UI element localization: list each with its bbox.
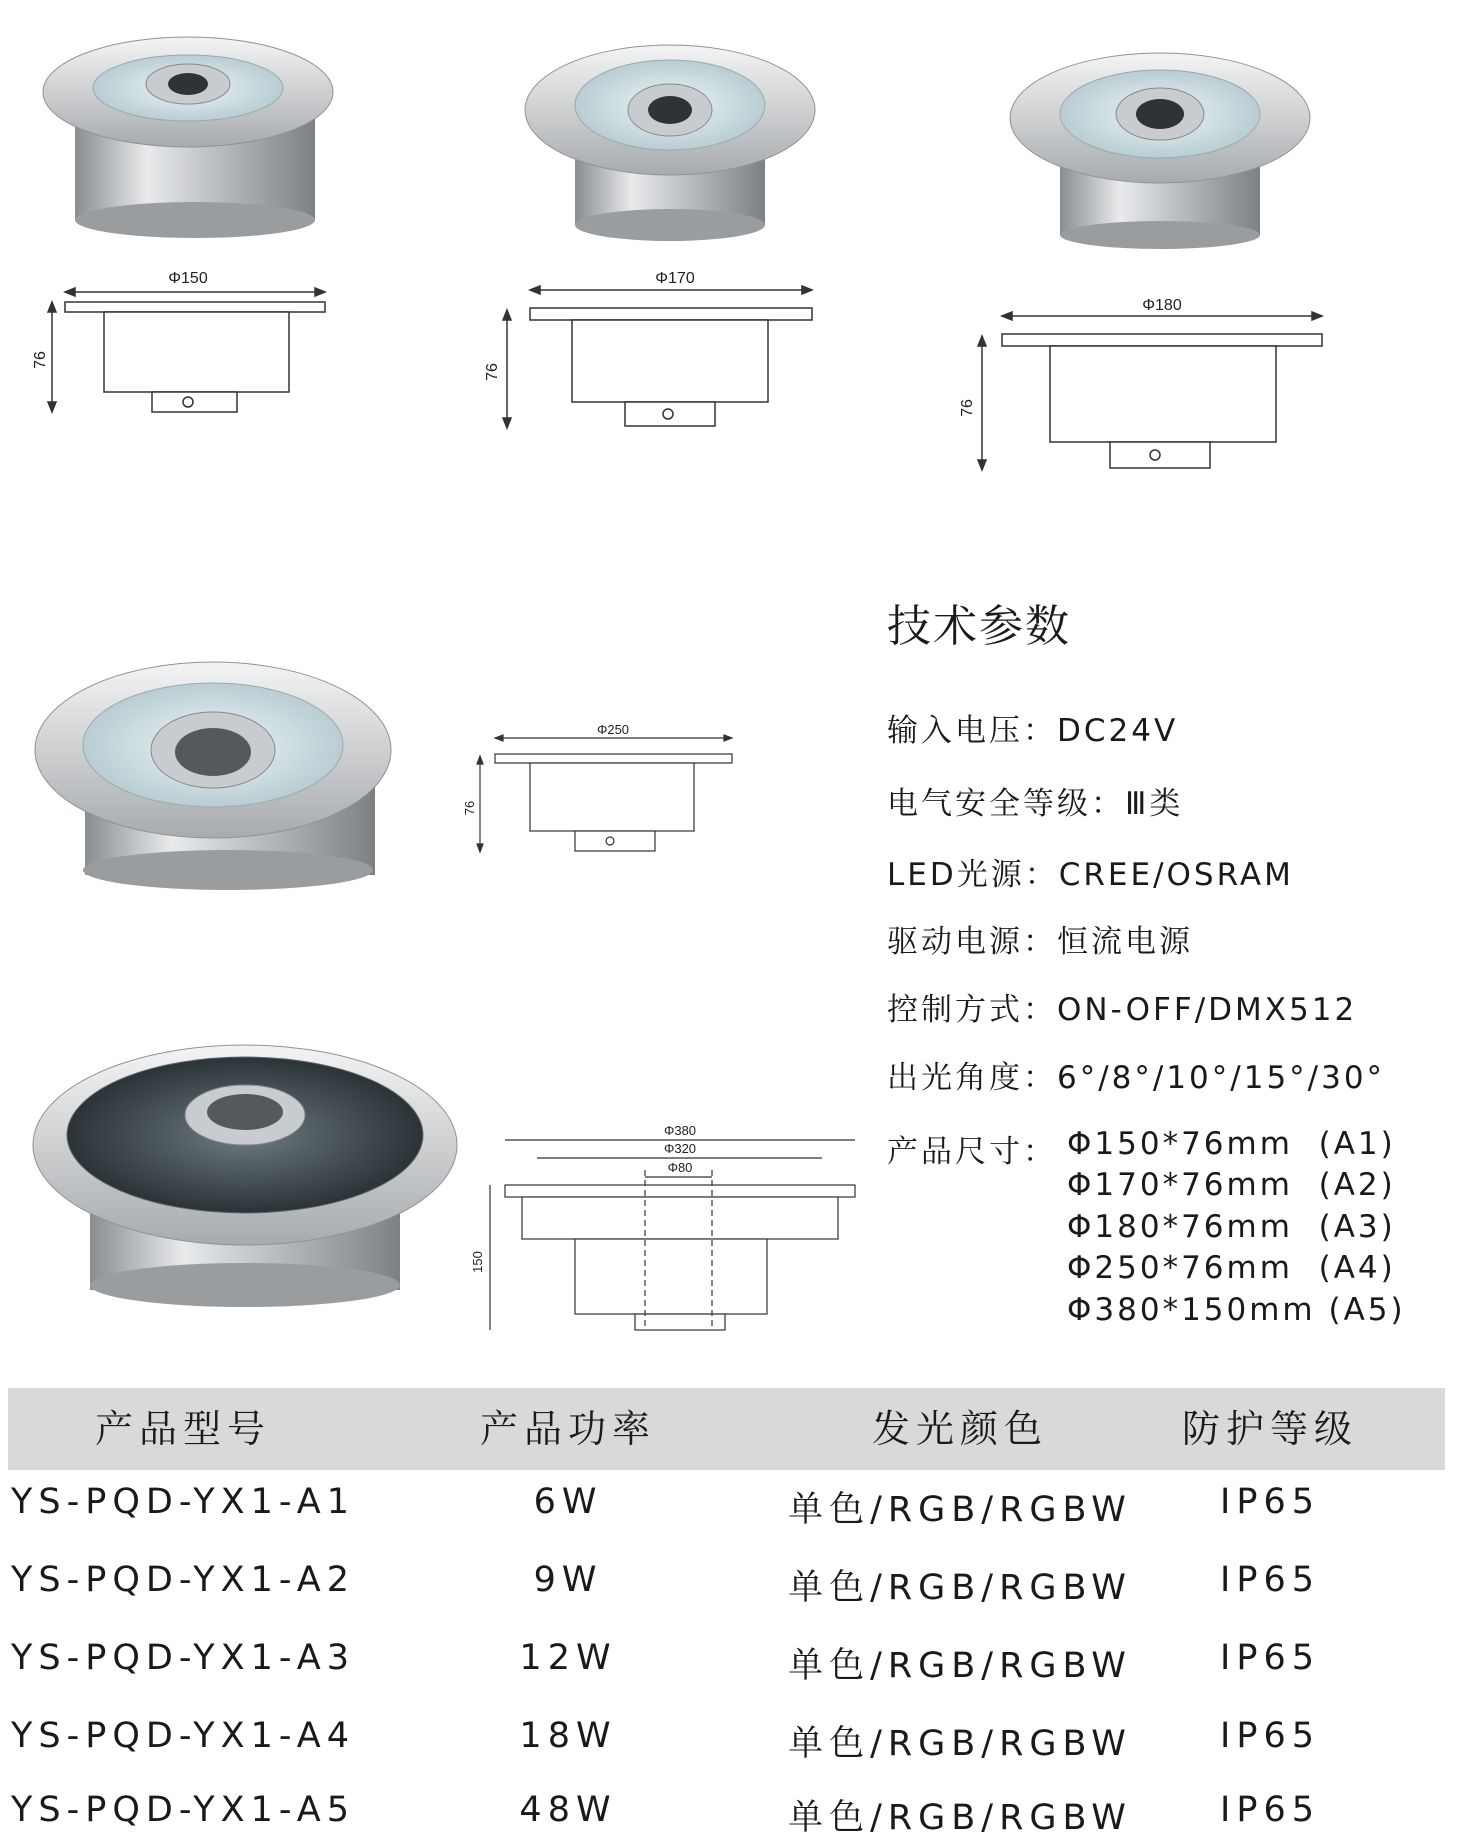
table-header-power: 产品功率	[479, 1407, 656, 1451]
drawing-a5-height-label: 150	[470, 1251, 485, 1273]
product-photo-a4	[35, 662, 391, 890]
drawing-a2-height-label: 76	[484, 363, 501, 381]
drawing-a4-width-label: Φ250	[596, 722, 630, 737]
drawing-a2	[503, 286, 812, 428]
table-cell-model: YS-PQD-YX1-A4	[10, 1716, 355, 1756]
table-cell-model: YS-PQD-YX1-A1	[10, 1482, 355, 1522]
table-header-color: 发光颜色	[871, 1407, 1048, 1451]
drawing-a5-mid-label: Φ320	[663, 1141, 697, 1156]
table-cell-power: 9W	[533, 1560, 603, 1600]
spec-title: 技术参数	[887, 601, 1071, 652]
product-photo-a5	[33, 1045, 457, 1307]
spec-size-a5: Φ380*150mm (A5)	[1067, 1292, 1406, 1328]
table-cell-ip: IP65	[1220, 1638, 1320, 1678]
table-cell-ip: IP65	[1220, 1482, 1320, 1522]
product-photo-a1	[43, 37, 333, 238]
drawing-a2-width-label: Φ170	[655, 270, 695, 287]
spec-size-a1: Φ150*76mm (A1)	[1067, 1126, 1396, 1162]
table-header-model: 产品型号	[94, 1407, 271, 1451]
table-cell-color: 单色/RGB/RGBW	[788, 1568, 1132, 1608]
drawing-a1-height-label: 76	[32, 351, 49, 369]
table-cell-power: 18W	[519, 1716, 617, 1756]
spec-size-a3: Φ180*76mm (A3)	[1067, 1209, 1396, 1245]
drawing-a4	[477, 735, 732, 852]
table-cell-model: YS-PQD-YX1-A2	[10, 1560, 355, 1600]
table-cell-color: 单色/RGB/RGBW	[788, 1490, 1132, 1530]
table-header-ip: 防护等级	[1181, 1407, 1358, 1451]
spec-led: LED光源：CREE/OSRAM	[887, 857, 1294, 893]
table-cell-ip: IP65	[1220, 1790, 1320, 1830]
spec-size-a4: Φ250*76mm (A4)	[1067, 1250, 1396, 1286]
drawing-a3-width-label: Φ180	[1142, 297, 1182, 314]
table-cell-ip: IP65	[1220, 1716, 1320, 1756]
product-photo-a3	[1010, 53, 1310, 249]
table-cell-model: YS-PQD-YX1-A5	[10, 1790, 355, 1830]
table-cell-color: 单色/RGB/RGBW	[788, 1798, 1132, 1838]
spec-safety: 电气安全等级：Ⅲ类	[887, 786, 1184, 822]
table-cell-power: 12W	[519, 1638, 617, 1678]
table-cell-model: YS-PQD-YX1-A3	[10, 1638, 355, 1678]
table-cell-ip: IP65	[1220, 1560, 1320, 1600]
table-cell-color: 单色/RGB/RGBW	[788, 1724, 1132, 1764]
drawing-a3	[978, 312, 1322, 470]
spec-size-a2: Φ170*76mm (A2)	[1067, 1167, 1396, 1203]
drawing-a1	[48, 288, 325, 412]
product-photo-a2	[525, 45, 815, 241]
table-cell-color: 单色/RGB/RGBW	[788, 1646, 1132, 1686]
spec-size-label: 产品尺寸：	[887, 1134, 1057, 1170]
spec-angle: 出光角度：6°/8°/10°/15°/30°	[887, 1060, 1386, 1096]
drawing-a3-height-label: 76	[959, 399, 976, 417]
drawing-a5-inner-label: Φ80	[667, 1160, 693, 1175]
drawing-a4-height-label: 76	[462, 800, 477, 816]
spec-control: 控制方式：ON-OFF/DMX512	[887, 992, 1358, 1028]
table-cell-power: 48W	[519, 1790, 617, 1830]
drawing-a5-outer-label: Φ380	[663, 1123, 697, 1138]
spec-driver: 驱动电源：恒流电源	[887, 924, 1193, 960]
table-cell-power: 6W	[533, 1482, 603, 1522]
drawing-a1-width-label: Φ150	[168, 270, 208, 287]
spec-voltage: 输入电压：DC24V	[887, 713, 1179, 749]
